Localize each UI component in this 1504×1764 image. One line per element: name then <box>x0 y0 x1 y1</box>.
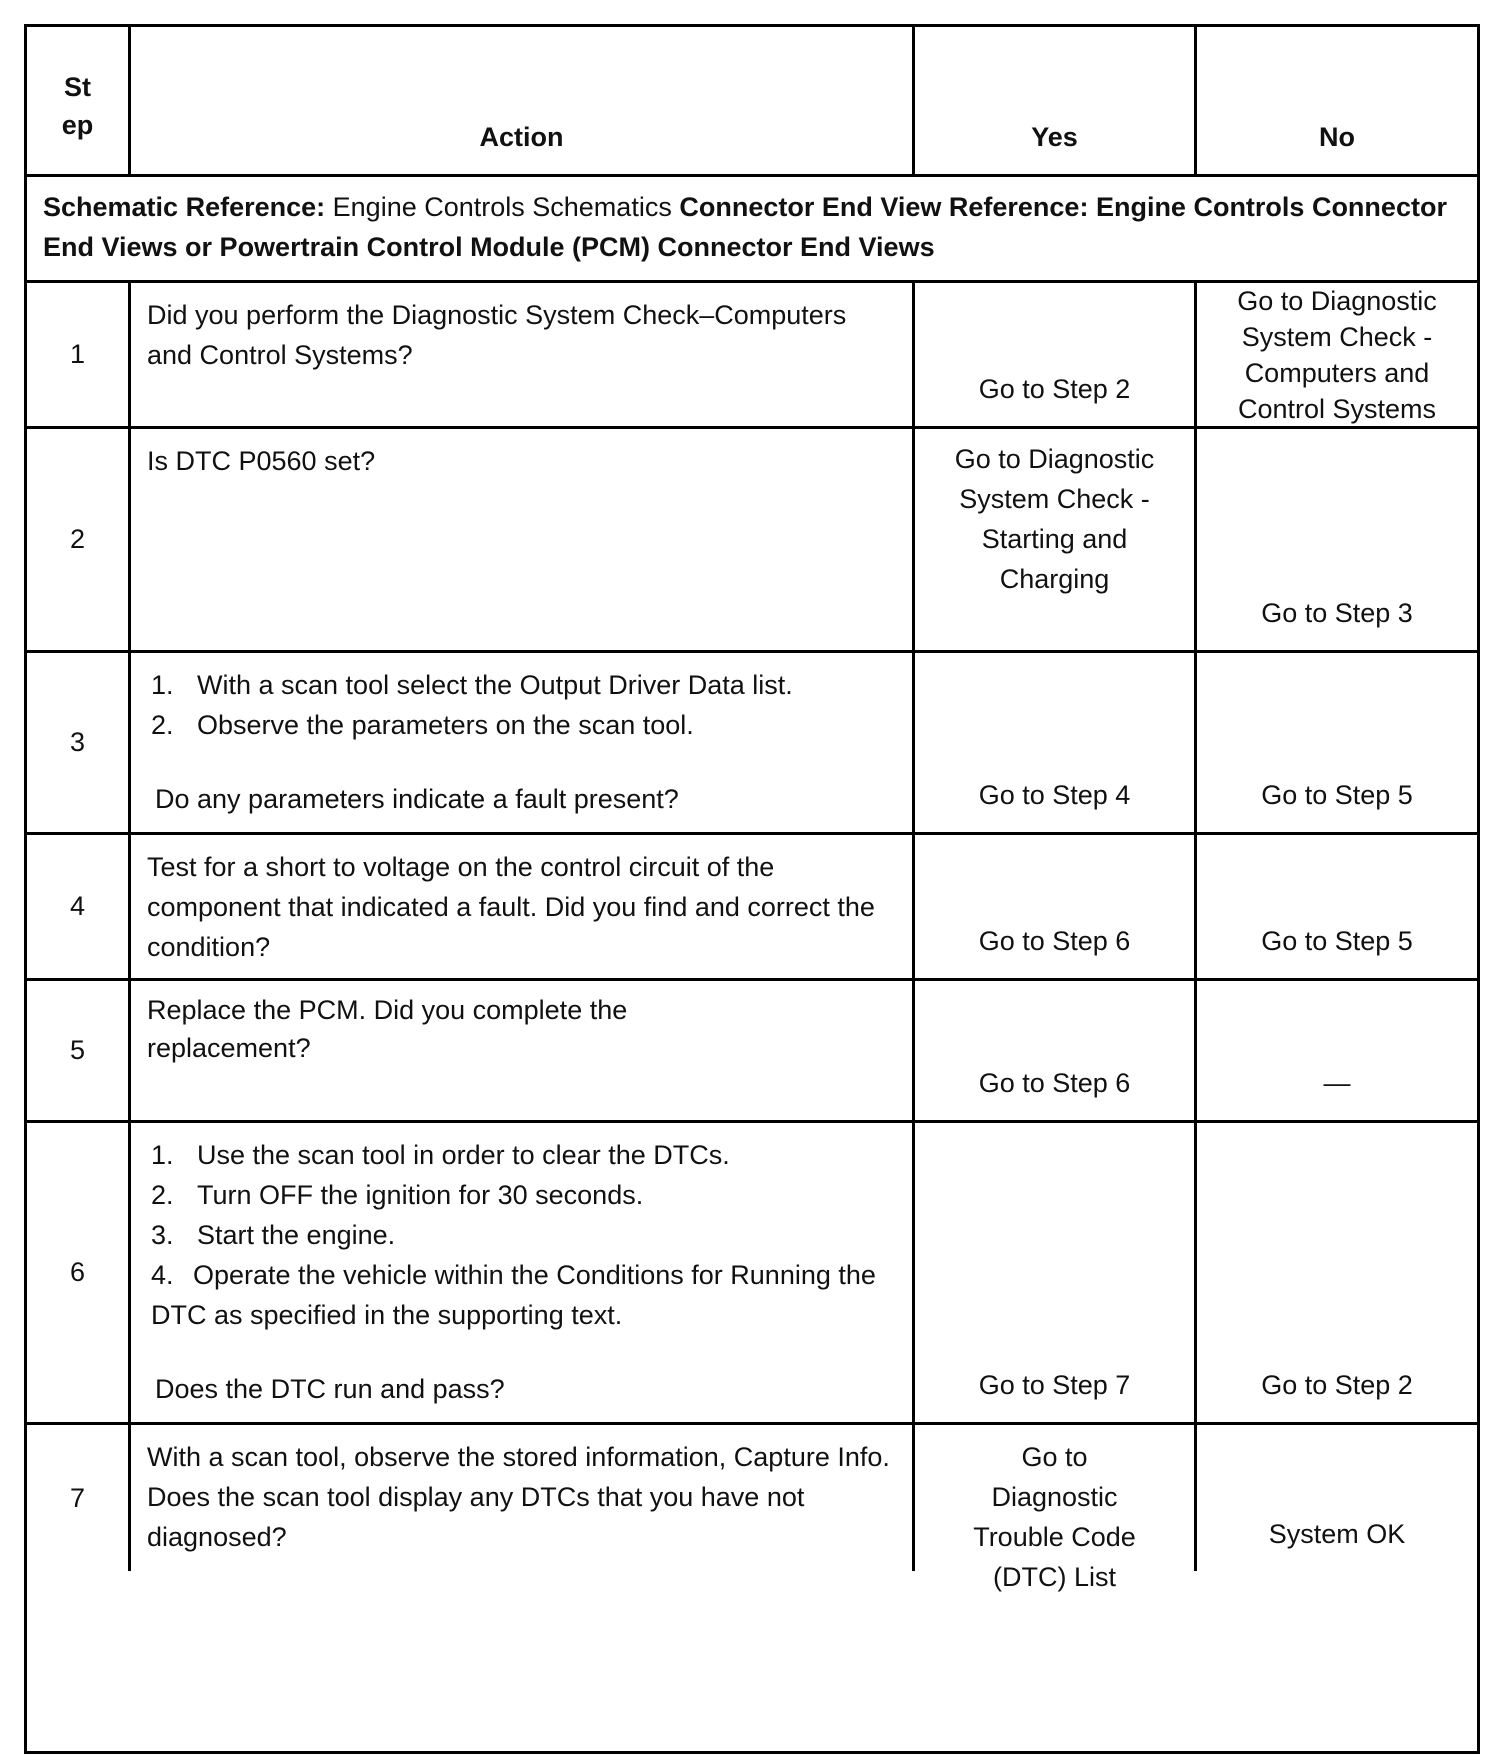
header-step: St ep <box>27 27 131 174</box>
step-action: With a scan tool, observe the stored information, Capture Info. Does the scan tool display any DTCs that you have not diagnosed? <box>131 1425 915 1571</box>
step-no: Go to Step 5 <box>1261 926 1413 956</box>
step-number: 7 <box>27 1425 131 1571</box>
step-yes: Go to Step 6 <box>915 835 1197 978</box>
step-no: System OK <box>1268 1519 1406 1549</box>
list-item: 2. Turn OFF the ignition for 30 seconds. <box>151 1180 644 1210</box>
schematic-reference-row <box>27 177 1477 283</box>
table-row <box>27 653 1477 835</box>
step-question: Do any parameters indicate a fault present? <box>155 784 679 814</box>
step-yes: Go to Diagnostic System Check - Starting and Charging <box>915 429 1197 650</box>
table-row <box>27 981 1477 1123</box>
step-action: Did you perform the Diagnostic System Check–Computers and Control Systems? <box>131 283 915 426</box>
step-number: 6 <box>27 1123 131 1422</box>
step-yes: Go to Step 4 <box>915 653 1197 832</box>
header-no: No <box>1319 122 1355 152</box>
step-no: Go to Step 2 <box>1261 1370 1413 1400</box>
step-number: 5 <box>27 981 131 1120</box>
table-row <box>27 1123 1477 1425</box>
step-no: Go to Step 5 <box>1261 780 1413 810</box>
step-no: Go to Diagnostic System Check - Computers and Control Systems <box>1237 285 1437 424</box>
step-action <box>131 653 915 832</box>
step-number: 1 <box>27 283 131 426</box>
step-yes: Go to Step 2 <box>915 283 1197 426</box>
step-number: 4 <box>27 835 131 978</box>
list-item: 3. Start the engine. <box>151 1220 396 1250</box>
connector-reference: Connector End View Reference: Engine Controls Connector End Views or Powertrain Control Module (PCM) Connector End Views <box>43 192 1447 262</box>
schematic-text: Engine Controls Schematics <box>332 192 672 222</box>
list-item: 1. Use the scan tool in order to clear the DTCs. <box>151 1140 730 1170</box>
step-action: Test for a short to voltage on the control circuit of the component that indicated a fault. Did you find and correct the condition? <box>131 835 915 978</box>
step-yes: Go to Diagnostic Trouble Code (DTC) List <box>915 1425 1197 1571</box>
step-action: Replace the PCM. Did you complete the replacement? <box>131 981 915 1120</box>
list-item: 1. With a scan tool select the Output Driver Data list. <box>151 670 793 700</box>
step-yes: Go to Step 7 <box>915 1123 1197 1422</box>
header-action: Action <box>131 27 915 174</box>
diagnostic-table <box>24 24 1480 1754</box>
table-row <box>27 1425 1477 1751</box>
step-action <box>131 1123 915 1422</box>
schematic-label: Schematic Reference: <box>43 192 326 222</box>
step-no: — <box>1323 1068 1351 1098</box>
table-header-row <box>27 27 1477 177</box>
list-item: 4. Operate the vehicle within the Conditions for Running the DTC as specified in the supporting text. <box>151 1260 876 1330</box>
list-item: 2. Observe the parameters on the scan tool. <box>151 710 694 740</box>
table-row <box>27 429 1477 653</box>
schematic-reference <box>27 177 1477 285</box>
table-row <box>27 835 1477 981</box>
step-no: Go to Step 3 <box>1261 598 1413 628</box>
header-yes: Yes <box>915 27 1197 174</box>
step-number: 3 <box>27 653 131 832</box>
step-action: Is DTC P0560 set? <box>131 429 915 650</box>
step-number: 2 <box>27 429 131 650</box>
table-row <box>27 283 1477 429</box>
step-question: Does the DTC run and pass? <box>155 1374 505 1404</box>
step-yes: Go to Step 6 <box>915 981 1197 1120</box>
